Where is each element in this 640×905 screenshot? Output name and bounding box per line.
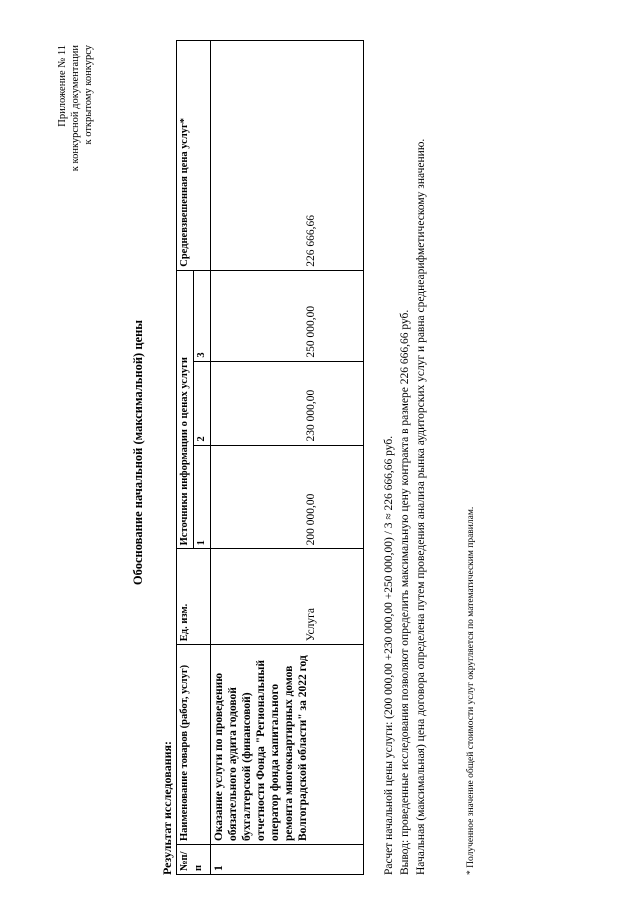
annex-contest-ref: к открытому конкурсу — [83, 45, 94, 145]
table-header-row — [177, 41, 194, 875]
cell-price-2: 230 000,00 — [211, 361, 364, 445]
cell-avg-price: 226 666,66 — [211, 41, 364, 271]
annex-block — [56, 45, 95, 205]
col-header-unit: Ед. изм. — [177, 549, 211, 645]
col-header-source-1: 1 — [194, 445, 211, 549]
col-header-sources: Источники информации о ценах услуги — [177, 270, 194, 549]
method-paragraph: Начальная (максимальная) цена договора определена путем проведения анализа рынка аудиторских услуг и равна среднеарифметическому значению. — [415, 138, 427, 875]
col-header-num: №п/п — [177, 845, 211, 875]
annex-doc-ref: к конкурсной документации — [70, 45, 81, 172]
calculation-text: Расчет начальной цены услуги: (200 000,00 +230 000,00 +250 000,00) / 3 ≈ 226 666,66 руб. — [383, 435, 395, 875]
cell-price-3: 250 000,00 — [211, 270, 364, 361]
price-table — [176, 40, 364, 875]
annex-number: Приложение № 11 — [57, 45, 68, 127]
cell-num: 1 — [211, 845, 364, 875]
cell-unit: Услуга — [211, 549, 364, 645]
cell-price-1: 200 000,00 — [211, 445, 364, 549]
col-header-avg: Средневзвешенная цена услуг* — [177, 41, 211, 271]
col-header-name: Наименование товаров (работ, услуг) — [177, 645, 211, 845]
col-header-source-3: 3 — [194, 270, 211, 361]
cell-name: Оказание услуги по проведению обязательного аудита годовой бухгалтерской (финансовой) отчетности Фонда "Региональный оператор фонда капитального ремонта многоквартирных домов Волгоградской области" за 2022 год — [211, 645, 364, 845]
results-label: Результат исследования: — [160, 740, 174, 875]
page-title: Обоснование начальной (максимальной) цены — [131, 319, 145, 586]
conclusion-text: Вывод: проведенные исследования позволяют определить максимальную цену контракта в размере 226 666,66 руб. — [399, 309, 411, 875]
table-row — [211, 41, 364, 875]
footnote: * Полученное значение общей стоимости услуг округляется по математическим правилам. — [466, 506, 476, 875]
col-header-source-2: 2 — [194, 361, 211, 445]
